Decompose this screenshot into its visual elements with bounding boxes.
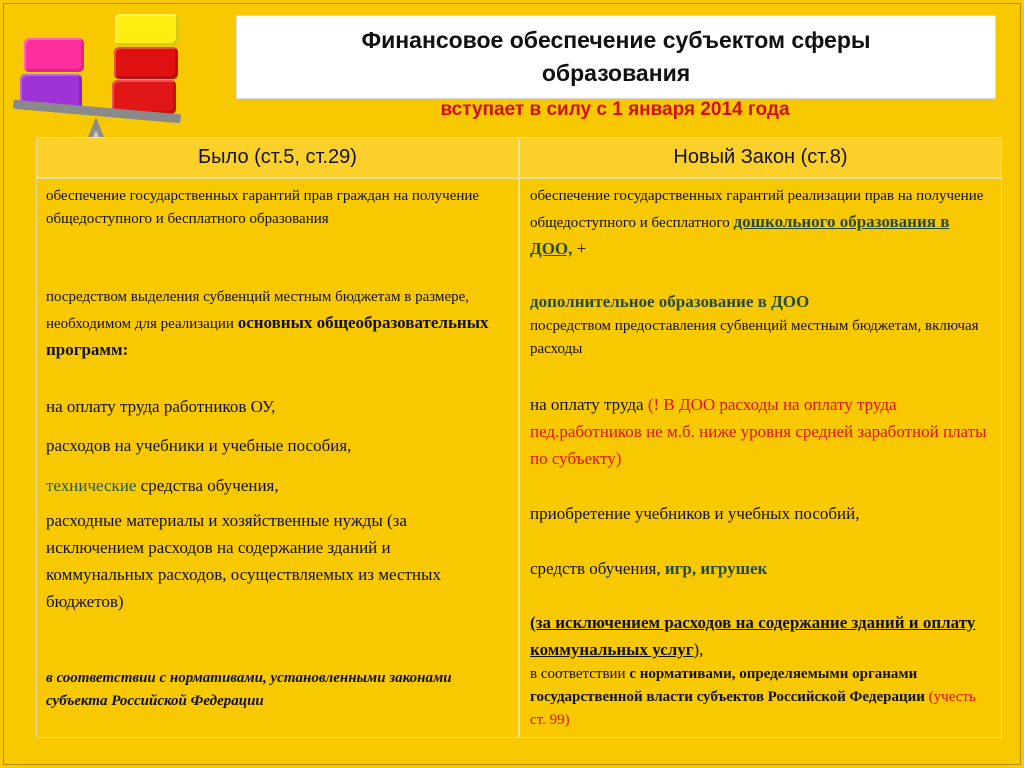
- old-subventions-text: [46, 286, 514, 363]
- slide-subtitle: вступает в силу с 1 января 2014 года: [440, 99, 790, 120]
- new-article-note: (учесть ст. 99): [530, 689, 976, 728]
- balance-scale-illustration: [10, 10, 185, 150]
- old-guarantees-text: обеспечение государственных гарантий прав граждан на получение общедоступного и бесплатного образования: [46, 188, 480, 227]
- new-plus: +: [572, 239, 587, 258]
- new-teaching-plain: средств обучения,: [530, 559, 665, 578]
- old-consumables: расходные материалы и хозяйственные нужды (за исключением расходов на содержание зданий и коммунальных расходов, осуществляемых из местных бюджетов): [46, 511, 441, 611]
- cell-old: [36, 178, 519, 738]
- red-block: [114, 47, 178, 79]
- new-normatives-bold: с нормативами, определяемыми органами государственной власти субъектов Российской Федерации: [530, 666, 925, 705]
- header-new: Новый Закон (ст.8): [519, 137, 1002, 178]
- yellow-block: [115, 14, 179, 46]
- new-textbooks: приобретение учебников и учебных пособий,: [530, 504, 860, 523]
- column-old: [36, 137, 519, 738]
- slide-title: Финансовое обеспечение субъектом сферы образования: [361, 27, 871, 86]
- new-exclusions-bold: (за исключением расходов на содержание зданий и оплату коммунальных услуг: [530, 613, 976, 659]
- new-labor-plain: на оплату труда: [530, 395, 644, 414]
- new-preschool-bold: дошкольного образования в ДОО,: [530, 212, 950, 258]
- old-textbooks: расходов на учебники и учебные пособия,: [46, 436, 352, 455]
- new-exclusions: [530, 609, 990, 732]
- new-teaching-means: [530, 555, 990, 582]
- old-labor-pay: на оплату труда работников ОУ,: [46, 397, 276, 416]
- new-guarantees-text: [530, 185, 990, 262]
- new-toys-bold: игр, игрушек: [664, 559, 768, 578]
- old-normatives: в соответствии с нормативами, установленными законами субъекта Российской Федерации: [46, 670, 452, 709]
- old-technical-means: [46, 472, 514, 499]
- new-guarantees-plain: обеспечение государственных гарантий реализации прав на получение общедоступного и бесплатного: [530, 188, 984, 231]
- old-technical-rest: средства обучения,: [136, 476, 279, 495]
- new-normatives-plain: в соответствии: [530, 666, 630, 682]
- header-old: Было (ст.5, ст.29): [36, 137, 519, 178]
- old-subventions-plain: посредством выделения субвенций местным бюджетам в размере, необходимом для реализации: [46, 289, 470, 332]
- comparison-table: [36, 137, 1002, 738]
- old-programs-bold: основных общеобразовательных программ:: [46, 313, 489, 359]
- new-labor-pay: [530, 391, 990, 472]
- new-additional-education: дополнительное образование в ДОО: [530, 292, 810, 311]
- pink-block: [24, 38, 84, 72]
- title-box: [236, 15, 996, 99]
- cell-new: [519, 178, 1002, 738]
- new-exclusions-end: ),: [693, 640, 704, 659]
- new-subventions-text: [530, 288, 990, 361]
- column-new: [519, 137, 1002, 738]
- old-technical-word: технические: [46, 476, 137, 495]
- new-labor-note: (! В ДОО расходы на оплату труда пед.работников не м.б. ниже уровня средней заработной платы по субъекту): [530, 395, 987, 468]
- new-subventions-plain: посредством предоставления субвенций местным бюджетам, включая расходы: [530, 318, 979, 357]
